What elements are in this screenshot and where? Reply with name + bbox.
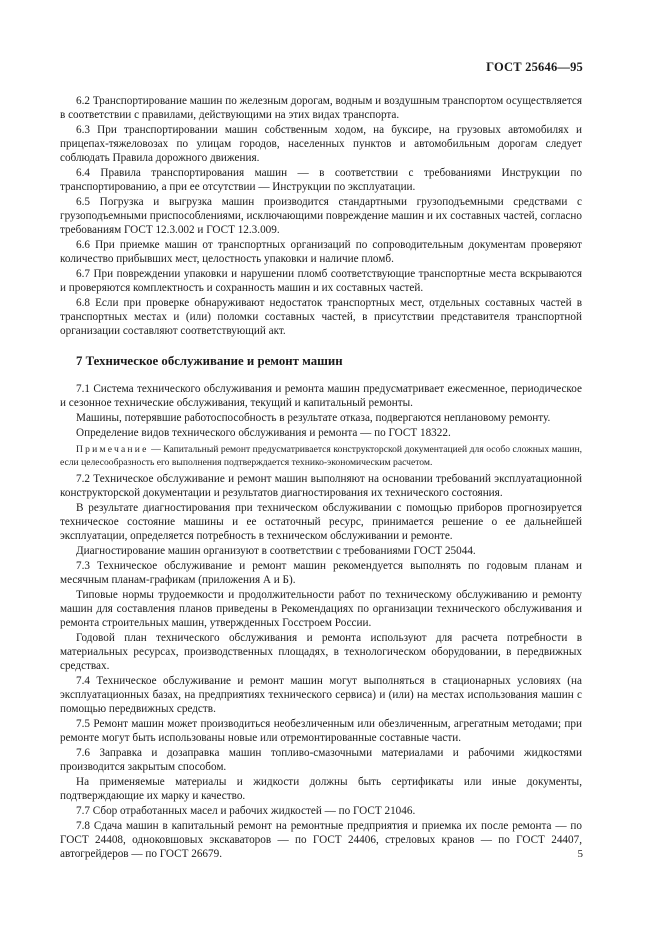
paragraph-7-7: 7.7 Сбор отработанных масел и рабочих жидкостей — по ГОСТ 21046. xyxy=(76,805,416,817)
paragraph-7-1: 7.1 Система технического обслуживания и ремонта машин предусматривает ежесменное, периодическое и сезонное технические обслуживания, текущий и капитальный ремонты. xyxy=(60,383,582,409)
note-text: — Капитальный ремонт предусматривается конструкторской документацией для особо сложных машин, если целесообразность его выполнения подтверждается технико-экономическим расчетом. xyxy=(60,444,582,468)
paragraph-6-2: 6.2 Транспортирование машин по железным дорогам, водным и воздушным транспортом осуществляется в соответствии с правилами, действующими на этих видах транспорта. xyxy=(60,95,582,121)
section-7-heading: 7 Техническое обслуживание и ремонт машин xyxy=(76,354,343,368)
paragraph-certificates: На применяемые материалы и жидкости должны быть сертификаты или иные документы, подтверждающие их марку и качество. xyxy=(60,776,582,802)
paragraph-7-2: 7.2 Техническое обслуживание и ремонт машин выполняют на основании требований эксплуатационной конструкторской документации и результатов диагностирования их технического состояния. xyxy=(60,473,582,499)
paragraph-7-6: 7.6 Заправка и дозаправка машин топливо-смазочными материалами и рабочими жидкостями производится закрытым способом. xyxy=(60,747,582,773)
paragraph-6-6: 6.6 При приемке машин от транспортных организаций по сопроводительным документам проверяют количество прибывших мест, целостность упаковки и наличие пломб. xyxy=(60,239,582,265)
paragraph-7-8: 7.8 Сдача машин в капитальный ремонт на ремонтные предприятия и приемка их после ремонта — по ГОСТ 24408, одноковшовых экскаваторов — по ГОСТ 24406, стреловых кранов — по ГОСТ 24407, автогрейдеров — по ГОСТ 26679. xyxy=(60,820,582,860)
document-body xyxy=(60,94,582,862)
paragraph-6-7: 6.7 При повреждении упаковки и нарушении пломб соответствующие транспортные места вскрываются и проверяются комплектность и сохранность машин и их составных частей. xyxy=(60,268,582,294)
document-number: ГОСТ 25646—95 xyxy=(486,60,583,74)
paragraph-6-4: 6.4 Правила транспортирования машин — в соответствии с требованиями Инструкции по транспортированию, а при ее отсутствии — Инструкции по эксплуатации. xyxy=(60,167,582,193)
page-number: 5 xyxy=(577,848,583,860)
paragraph-labor-norms: Типовые нормы трудоемкости и продолжительности работ по техническому обслуживанию и ремонту машин для составления планов приведены в Рекомендациях по организации технического обслуживания и ремонта строительных машин, утвержденных Госстроем России. xyxy=(60,589,582,629)
paragraph-6-8: 6.8 Если при проверке обнаруживают недостаток транспортных мест, отдельных составных частей в транспортных местах и (или) поломки составных частей, в присутствии представителя транспортной организации составляют соответствующий акт. xyxy=(60,297,582,337)
paragraph-7-3: 7.3 Техническое обслуживание и ремонт машин рекомендуется выполнять по годовым планам и месячным планам-графикам (приложения А и Б). xyxy=(60,560,582,586)
paragraph-unplanned-repair: Машины, потерявшие работоспособность в результате отказа, подвергаются неплановому ремонту. xyxy=(76,412,551,424)
paragraph-6-5: 6.5 Погрузка и выгрузка машин производится стандартными грузоподъемными средствами с грузоподъемными приспособлениями, исключающими повреждение машин и их составных частей, согласно требованиям ГОСТ 12.3.002 и ГОСТ 12.3.009. xyxy=(60,196,582,236)
paragraph-gost-18322: Определение видов технического обслуживания и ремонта — по ГОСТ 18322. xyxy=(76,427,451,439)
paragraph-diagnostics: В результате диагностирования при техническом обслуживании с помощью приборов прогнозируется техническое состояние машины и ее остаточный ресурс, принимается решение о ее дальнейшей эксплуатации, определяется потребность в техническом обслуживании и ремонте. xyxy=(60,502,582,542)
paragraph-annual-plan: Годовой план технического обслуживания и ремонта используют для расчета потребности в материальных ресурсах, производственных площадях, в технологическом оборудовании, в передвижных средствах. xyxy=(60,632,582,672)
paragraph-7-5: 7.5 Ремонт машин может производиться необезличенным или обезличенным, агрегатным методами; при ремонте могут быть использованы новые или отремонтированные составные части. xyxy=(60,718,582,744)
note-label: Примечание xyxy=(76,444,149,455)
note xyxy=(60,443,582,469)
paragraph-gost-25044: Диагностирование машин организуют в соответствии с требованиями ГОСТ 25044. xyxy=(76,545,476,557)
paragraph-7-4: 7.4 Техническое обслуживание и ремонт машин могут выполняться в стационарных условиях (на эксплуатационных базах, на предприятиях технического сервиса) и (или) на местах использования машин с помощью передвижных средств. xyxy=(60,675,582,715)
paragraph-6-3: 6.3 При транспортировании машин собственным ходом, на буксире, на грузовых автомобилях и прицепах-тяжеловозах по улицам городов, населенных пунктов и автомобильным дорогам следует соблюдать Правила дорожного движения. xyxy=(60,124,582,164)
